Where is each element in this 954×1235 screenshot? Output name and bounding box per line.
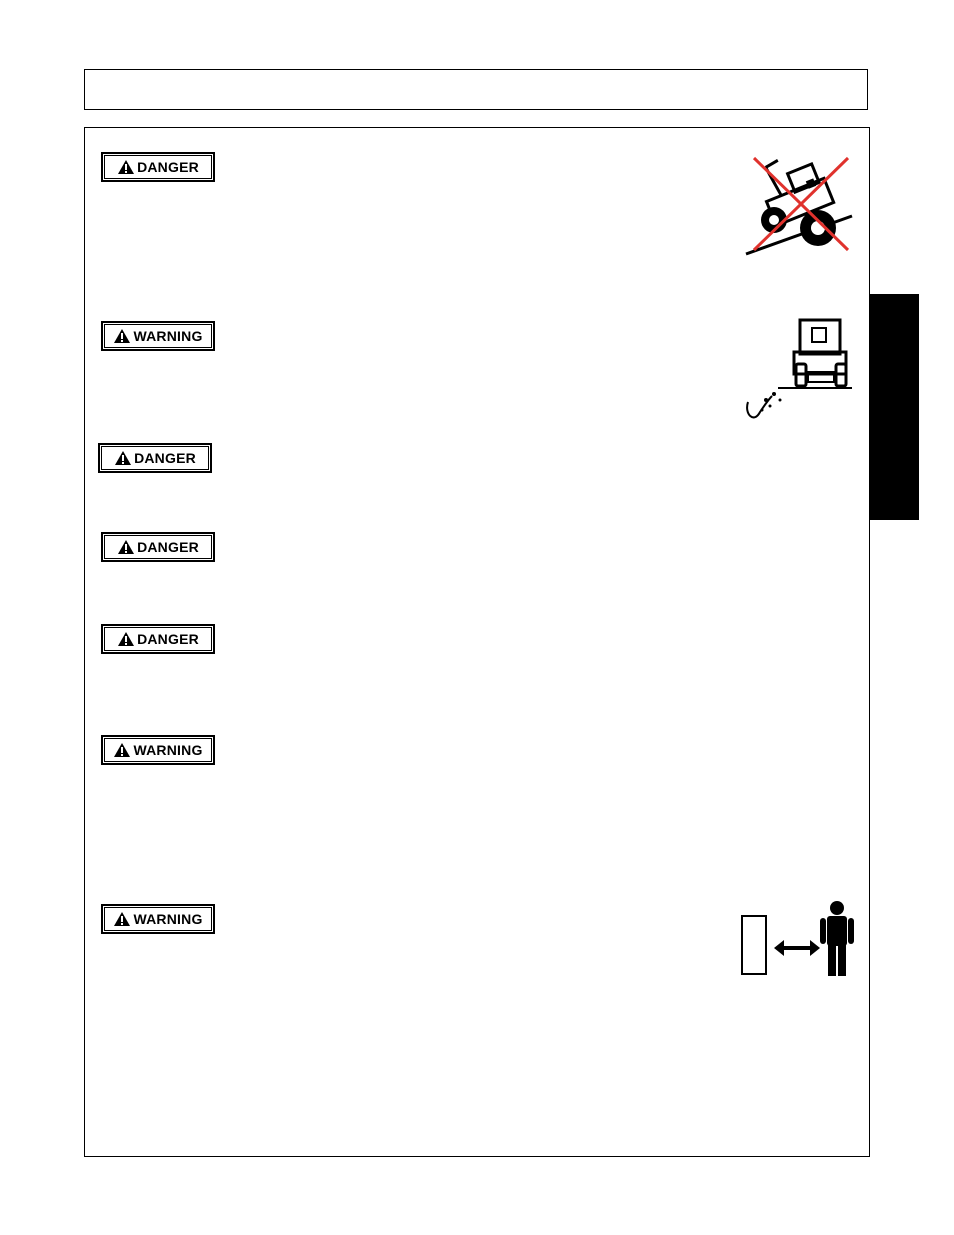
warning-label <box>101 904 215 934</box>
header-box <box>84 69 868 110</box>
danger-label-text: DANGER <box>134 450 196 466</box>
warning-triangle-icon <box>117 159 135 175</box>
danger-label <box>98 443 212 473</box>
safe-distance-icon <box>740 900 856 978</box>
warning-label-text: WARNING <box>133 742 203 758</box>
warning-triangle-icon <box>113 911 131 927</box>
warning-label <box>101 735 215 765</box>
danger-label-text: DANGER <box>137 159 199 175</box>
danger-label <box>101 624 215 654</box>
tractor-slope-prohibited-icon <box>744 150 854 256</box>
danger-label-text: DANGER <box>137 539 199 555</box>
warning-label-text: WARNING <box>133 328 203 344</box>
warning-triangle-icon <box>114 450 132 466</box>
danger-label <box>101 532 215 562</box>
tractor-thrown-objects-icon <box>742 316 854 424</box>
section-tab <box>869 294 919 520</box>
warning-label <box>101 321 215 351</box>
warning-triangle-icon <box>117 631 135 647</box>
warning-triangle-icon <box>113 328 131 344</box>
danger-label <box>101 152 215 182</box>
danger-label-text: DANGER <box>137 631 199 647</box>
warning-triangle-icon <box>113 742 131 758</box>
warning-label-text: WARNING <box>133 911 203 927</box>
warning-triangle-icon <box>117 539 135 555</box>
